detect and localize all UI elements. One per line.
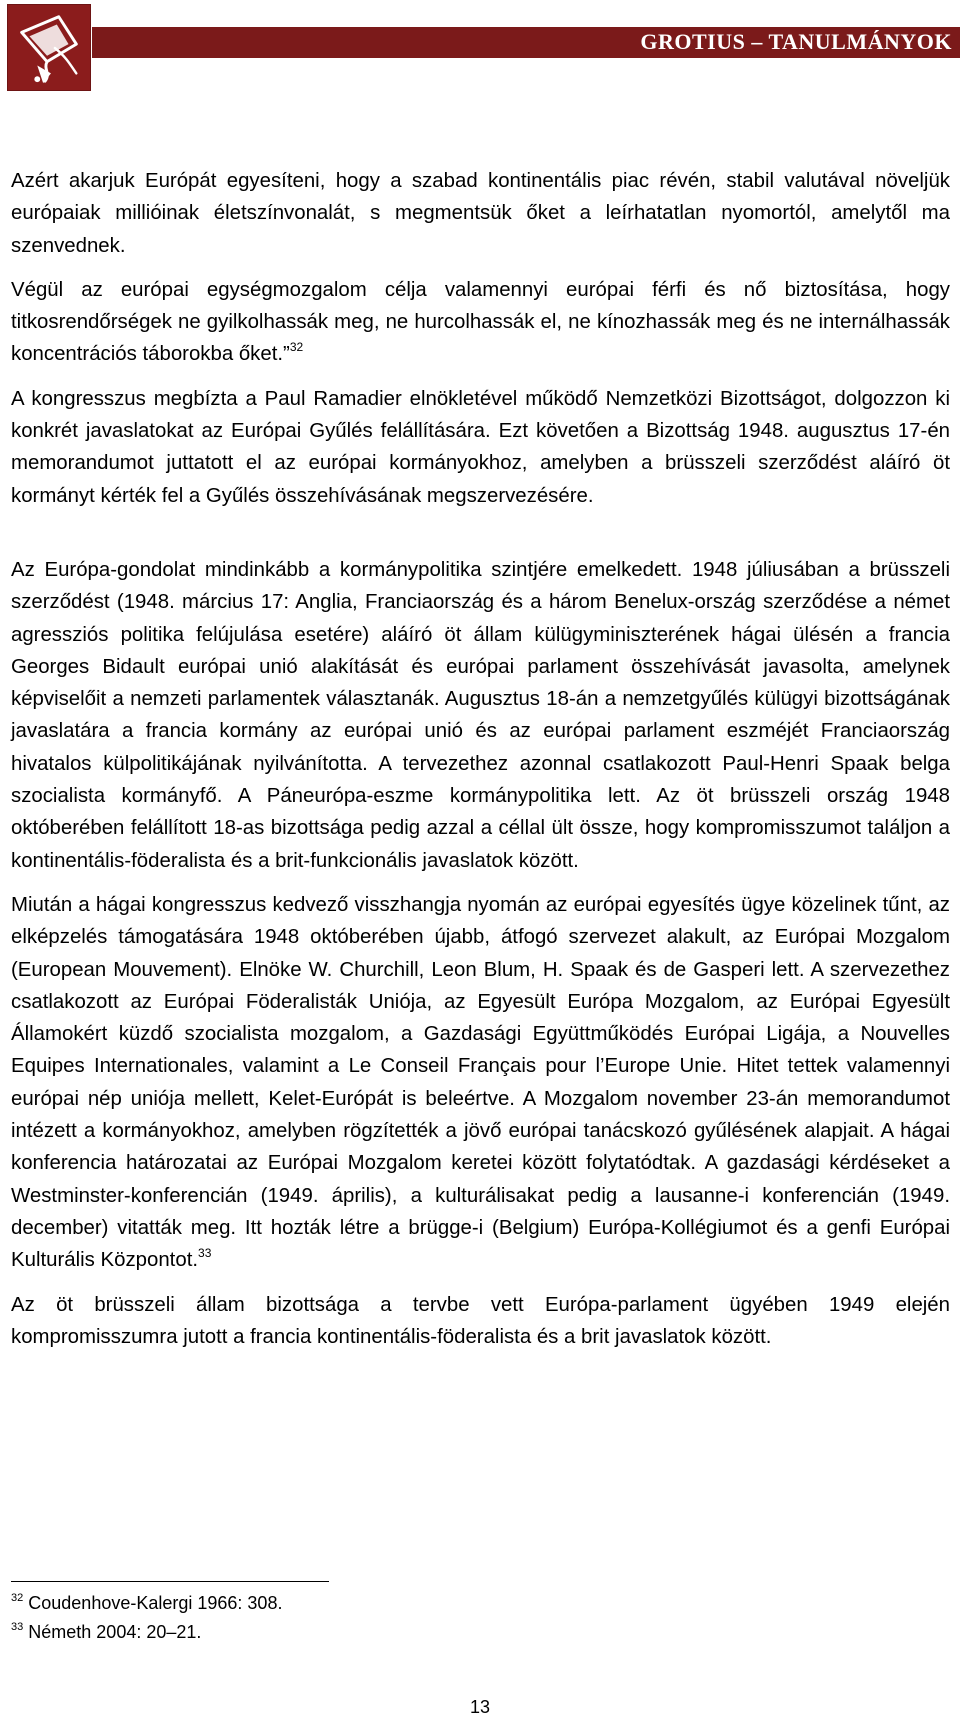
header-bar [92,27,960,58]
paragraph-text: Végül az európai egységmozgalom célja valamennyi európai férfi és nő biztosítása, hogy titkosrendőrségek ne gyilkolhassák meg, ne hurcolhassák el, ne kínozhassák meg és ne internálhassák koncentrációs táborokba őket.” [11,278,950,366]
footnote-text: Németh 2004: 20–21. [28,1622,202,1642]
header-title: GROTIUS – TANULMÁNYOK [640,29,952,54]
paragraph [11,554,950,877]
paragraph [11,889,950,1277]
paragraph-text: Az öt brüsszeli állam bizottsága a tervbe vett Európa-parlament ügyében 1949 elején kompromisszumra jutott a francia kontinentális-föderalista és a brit javaslatok között. [11,1293,950,1348]
page-number: 13 [469,1697,491,1717]
footnote-text: Coudenhove-Kalergi 1966: 308. [28,1593,283,1613]
paragraph [11,274,950,371]
paragraph-text: A kongresszus megbízta a Paul Ramadier elnökletével működő Nemzetközi Bizottságot, dolgozzon ki konkrét javaslatokat az Európai Gyűlés felállítására. Ezt követően a Bizottság 1948. augusztus 17-én memorandumot juttatott el az európai kormányokhoz, amelyben a brüsszeli szerződést aláíró öt kormányt kérték fel a Gyűlés összehívásának megszervezésére. [11,387,950,507]
paragraph-text: Azért akarjuk Európát egyesíteni, hogy a szabad kontinentális piac révén, stabil valutával növeljük európaiak millióinak életszínvonalát, s megmentsük őket a leírhatatlan nyomortól, amelytől ma szenvednek. [11,170,950,257]
footnote-ref[interactable]: 33 [198,1246,212,1261]
paragraph-text: Az Európa-gondolat mindinkább a kormánypolitika szintjére emelkedett. 1948 júliusában a brüsszeli szerződést (1948. március 17: Anglia, Franciaország és a három Benelux-ország szerződése a német agressziós politika felújulása esetére) aláíró öt állam külügyminiszterének hágai ülésén a francia Georges Bidault európai unió alakítását és európai parlament összehívását javasolta, amelynek képviselőit a nemzeti parlamentek választanák. Augusztus 18-án a nemzetgyűlés külügyi bizottságának javaslatára a francia kormány az európai unió és az európai parlament eszméjét Franciaország hivatalos külpolitikájának nyilvánította. A tervezethez azonnal csatlakozott Paul-Henri Spaak belga szocialista kormányfő. A Páneurópa-eszme kormánypolitika lett. Az öt brüsszeli ország 1948 októberében felállított 18-as bizottsága pedig azzal a céllal ült össze, hogy kompromisszumot találjon a kontinentális-föderalista és a brit-funkcionális javaslatok között. [11,558,950,872]
paragraph [11,1289,950,1354]
footnote-item [11,1618,911,1647]
footnote-divider [11,1581,329,1582]
grotius-logo [7,4,91,91]
footnote-ref[interactable]: 32 [289,340,304,355]
footnotes [11,1589,911,1647]
article-body [11,165,950,1365]
footnote-item [11,1589,911,1618]
paragraph [11,383,950,512]
paragraph-text: Miután a hágai kongresszus kedvező visszhangja nyomán az európai egyesítés ügye közelinek tűnt, az elképzelés támogatására 1948 októberében újabb, átfogó szervezet alakult, az Európai Mozgalom (European Mouvement). Elnöke W. Churchill, Leon Blum, H. Spaak és de Gasperi lett. A szervezethez csatlakozott az Európai Föderalisták Uniója, az Egyesült Európa Mozgalom, az Európai Egyesült Államokért küzdő szocialista mozgalom, a Gazdasági Együttműködés Európai Ligája, a Nouvelles Equipes Internationales, valamint a Le Conseil Français pour l’Europe Unie. Hitet tettek valamennyi európai nép uniója mellett, Kelet-Európát is beleértve. A Mozgalom november 23-án memorandumot intézett a kormányokhoz, amelyben rögzítették a jövő európai tanácskozó gyűlésének alapjait. A hágai konferencia határozatai az Európai Mozgalom keretei között folytatódtak. A gazdasági kérdéseket a Westminster-konferencián (1949. április), a kulturálisakat pedig a lausanne-i konferencián (1949. december) vitatták meg. Itt hozták létre a brügge-i (Belgium) Európa-Kollégiumot és a genfi Európai Kulturális Központot. [11,893,950,1272]
paragraph [11,165,950,262]
footnote-number: 33 [11,1621,24,1633]
quill-scroll-icon [8,5,90,90]
footnote-number: 32 [11,1592,24,1604]
